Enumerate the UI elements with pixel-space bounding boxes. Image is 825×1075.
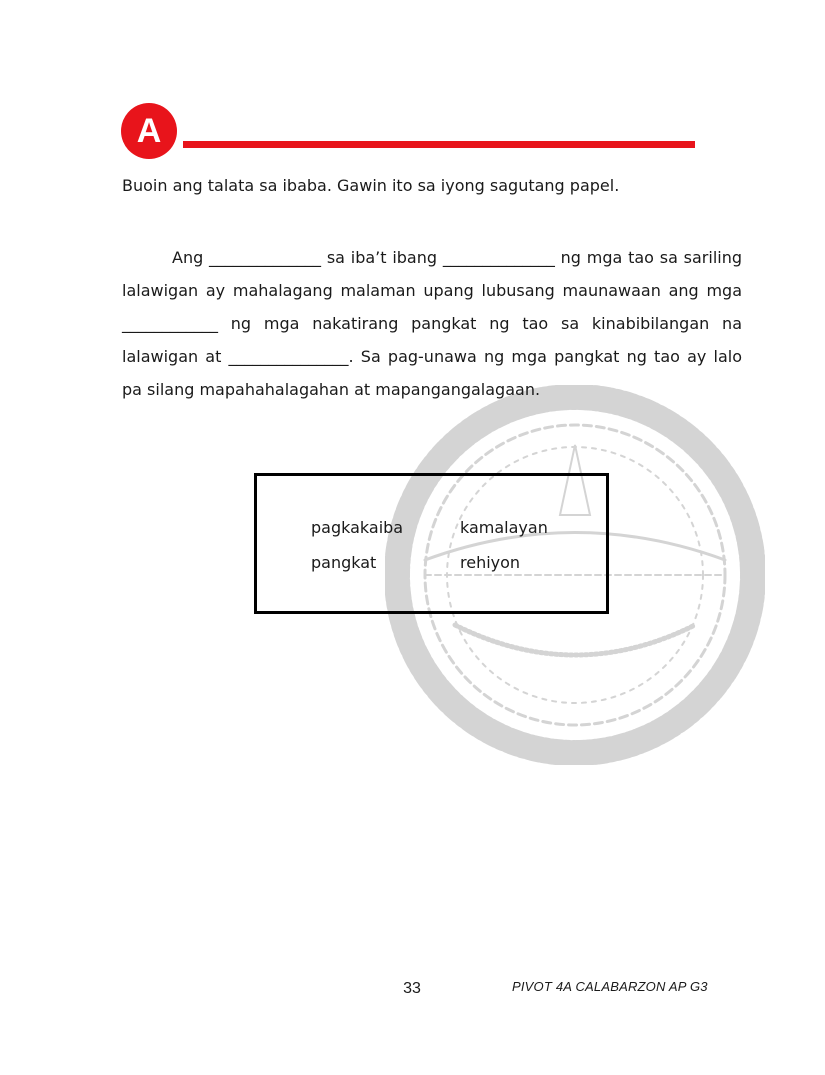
word-bank-item: pagkakaiba <box>311 518 404 537</box>
paragraph-text: ng mga tao sa sariling lalawigan ay mahalagang malaman upang lubusang maunawaan ang mga <box>122 248 743 300</box>
page-number: 33 <box>403 980 421 997</box>
answer-blank-1[interactable]: ______________ <box>209 248 322 267</box>
answer-blank-4[interactable]: _______________ <box>228 347 349 366</box>
section-title-rule <box>183 141 695 148</box>
fill-in-paragraph <box>122 241 742 406</box>
word-bank-item: kamalayan <box>460 518 548 537</box>
instruction-text: Buoin ang talata sa ibaba. Gawin ito sa iyong sagutang papel. <box>122 176 620 195</box>
paragraph-text: sa iba’t ibang <box>321 248 443 267</box>
paragraph-text: . Sa pag-unawa ng mga pangkat ng tao ay lalo pa silang mapahahalagahan at mapangangalagaan. <box>122 347 742 399</box>
word-bank-box <box>254 473 609 614</box>
answer-blank-2[interactable]: ______________ <box>442 248 555 267</box>
paragraph-text: ng mga nakatirang pangkat ng tao sa kinabibilangan na lalawigan at <box>122 314 742 366</box>
paragraph-text: Ang <box>172 248 210 267</box>
section-letter: A <box>136 111 162 150</box>
answer-blank-3[interactable]: ____________ <box>122 314 218 333</box>
footer-title: PIVOT 4A CALABARZON AP G3 <box>512 979 708 994</box>
word-bank-item: rehiyon <box>460 553 521 572</box>
word-bank-item: pangkat <box>311 553 377 572</box>
section-badge <box>121 103 177 159</box>
